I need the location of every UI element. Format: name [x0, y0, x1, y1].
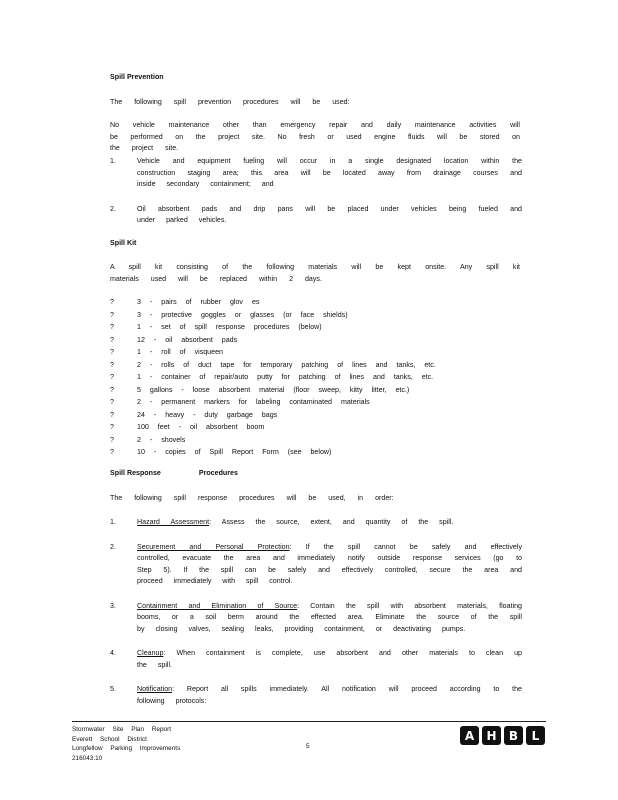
item-text: 2 - permanent markers for labeling contaminated materials: [137, 398, 370, 406]
list-item: [110, 517, 530, 529]
footer-client: Everett School District: [72, 735, 147, 743]
item-text: 1 - roll of visqueen: [137, 348, 223, 356]
list-item: [110, 384, 440, 397]
list-item: [110, 421, 440, 434]
item-text: 10 - copies of Spill Report Form (see below): [137, 448, 332, 456]
spill-prevention-list: [110, 156, 530, 227]
spill-prevention-intro: The following spill prevention procedures will be used:: [110, 98, 350, 106]
logo-letter: A: [460, 726, 479, 745]
item-description: : Report all spills immediately. All notification will proceed according to the following protocols:: [137, 685, 522, 705]
item-description: : When containment is complete, use absorbent and other materials to clean up the spill.: [137, 649, 522, 669]
item-text: 2 - shovels: [137, 435, 186, 444]
bullet: ?: [110, 348, 114, 356]
item-text: 1 - set of spill response procedures (below): [137, 323, 322, 331]
item-description: : Contain the spill with absorbent materials, floating booms, or a soil berm around the effected area. Eliminate the source of the spill by closing valves, sealing leaks, providing containment, or deactivating pumps.: [137, 601, 522, 633]
item-label: Containment and Elimination of Source: [137, 601, 298, 610]
list-item: [110, 371, 440, 384]
spill-prevention-paragraph: No vehicle maintenance other than emergency repair and daily maintenance activities will be performed on the project site. No fresh or used engine fluids will be stored on the project site.: [110, 121, 520, 152]
spill-response-heading-text: Spill Response: [110, 469, 161, 477]
item-number: 1.: [110, 518, 116, 526]
bullet: ?: [110, 310, 114, 319]
item-label: Cleanup: [137, 649, 164, 657]
spill-kit-list: [110, 296, 440, 459]
list-item: [110, 542, 530, 588]
footer-info: [72, 725, 180, 763]
item-text: 5 gallons - loose absorbent material (floor sweep, kitty litter, etc.): [137, 385, 410, 394]
item-label: Securement and Personal Protection: [137, 542, 290, 551]
item-text: 1 - container of repair/auto putty for patching of lines and tanks, etc.: [137, 373, 434, 381]
item-label: Notification: [137, 685, 173, 693]
bullet: ?: [110, 435, 114, 444]
footer-divider: [72, 721, 546, 722]
item-text: 3 - protective goggles or glasses (or face shields): [137, 310, 348, 319]
list-item: [110, 296, 440, 309]
spill-kit-intro: A spill kit consisting of the following materials will be kept onsite. Any spill kit materials used will be replaced within 2 days.: [110, 263, 520, 283]
logo-letter: L: [526, 726, 545, 745]
item-number: 2.: [110, 204, 116, 213]
spill-kit-heading: Spill Kit: [110, 239, 137, 247]
item-text: [137, 684, 522, 707]
item-text: 12 - oil absorbent pads: [137, 335, 238, 344]
page-number: 5: [306, 743, 310, 750]
footer-project: Longfellow Parking Improvements: [72, 745, 181, 752]
item-description: : If the spill cannot be safely and effectively controlled, evacuate the area and immediately notify outside response services (go to Step 5). If the spill can be safely and effectively controlled, secure the area and proceed immediately with spill control.: [137, 542, 523, 585]
bullet: ?: [110, 360, 114, 369]
list-item: [110, 434, 440, 447]
list-item: [110, 321, 440, 334]
item-text: [137, 542, 522, 588]
item-description: : Assess the source, extent, and quantity of the spill.: [209, 518, 454, 526]
list-item: [110, 359, 440, 372]
item-text: 2 - rolls of duct tape for temporary patching of lines and tanks, etc.: [137, 360, 436, 369]
bullet: ?: [110, 298, 114, 306]
item-number: 4.: [110, 649, 116, 657]
list-item: [110, 334, 440, 347]
item-number: 3.: [110, 601, 116, 610]
spill-response-list: [110, 517, 530, 707]
list-item: [110, 684, 530, 707]
footer-project-number: 216043.10: [72, 754, 103, 762]
list-item: [110, 446, 440, 459]
bullet: ?: [110, 373, 114, 381]
list-item: [110, 396, 440, 409]
bullet: ?: [110, 423, 114, 431]
ahbl-logo: [460, 726, 545, 745]
item-text: Vehicle and equipment fueling will occur in a single designated location within the construction staging area; this area will be located away from drainage courses and inside secondary containment; and: [137, 157, 522, 188]
item-text: 24 - heavy - duty garbage bags: [137, 410, 278, 419]
logo-letter: H: [482, 726, 501, 745]
spill-response-intro: The following spill response procedures will be used, in order:: [110, 494, 394, 502]
item-text: [137, 601, 522, 636]
bullet: ?: [110, 323, 114, 331]
item-text: Oil absorbent pads and drip pans will be placed under vehicles being fueled and under parked vehicles.: [137, 204, 522, 224]
logo-letter: B: [504, 726, 523, 745]
list-item: [110, 204, 530, 227]
item-text: [137, 648, 522, 671]
spill-response-heading: [110, 470, 238, 477]
list-item: [110, 409, 440, 422]
list-item: [110, 601, 530, 636]
list-item: [110, 648, 530, 671]
footer-report-title: Stormwater Site Plan Report: [72, 726, 171, 733]
bullet: ?: [110, 410, 114, 419]
item-text: 3 - pairs of rubber glov es: [137, 298, 260, 306]
item-number: 5.: [110, 685, 116, 693]
spill-prevention-heading: Spill Prevention: [110, 73, 164, 81]
bullet: ?: [110, 448, 114, 456]
spill-response-heading-text-2: Procedures: [198, 469, 238, 477]
item-text: 100 feet - oil absorbent boom: [137, 423, 265, 431]
list-item: [110, 156, 530, 191]
item-number: 2.: [110, 542, 116, 551]
bullet: ?: [110, 385, 114, 394]
item-text: [137, 517, 522, 529]
bullet: ?: [110, 335, 114, 344]
item-label: Hazard Assessment: [137, 518, 210, 526]
list-item: [110, 309, 440, 322]
list-item: [110, 346, 440, 359]
bullet: ?: [110, 398, 114, 406]
item-number: 1.: [110, 157, 116, 165]
